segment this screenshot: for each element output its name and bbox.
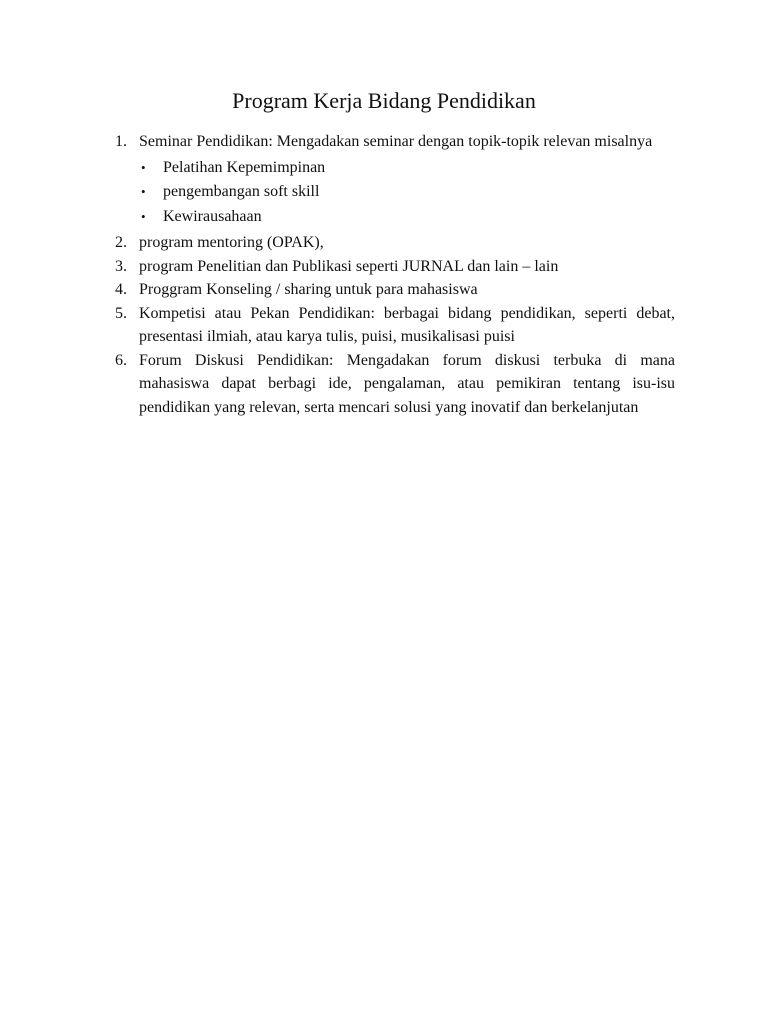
sub-item-text: Pelatihan Kepemimpinan bbox=[163, 158, 326, 176]
list-item-text: Proggram Konseling / sharing untuk para mahasiswa bbox=[139, 281, 478, 298]
sub-item-text: pengembangan soft skill bbox=[163, 183, 320, 200]
list-item-text: Kompetisi atau Pekan Pendidikan: berbagai bidang pendidikan, seperti debat, presentasi ilmiah, atau karya tulis, puisi, musikalisasi puisi bbox=[139, 304, 675, 345]
sub-list-item bbox=[139, 205, 675, 230]
list-number: 5. bbox=[115, 304, 127, 322]
list-item-2 bbox=[98, 231, 675, 255]
list-number: 3. bbox=[115, 257, 127, 275]
list-number: 4. bbox=[115, 281, 127, 298]
program-list bbox=[98, 130, 675, 419]
list-item-text: program mentoring (OPAK), bbox=[139, 234, 324, 251]
sub-list bbox=[139, 156, 675, 230]
sub-list-item bbox=[139, 156, 675, 181]
sub-item-text: Kewirausahaan bbox=[163, 207, 262, 225]
list-item-6 bbox=[98, 349, 675, 420]
bullet-icon: • bbox=[141, 208, 146, 224]
list-item-text: Seminar Pendidikan: Mengadakan seminar dengan topik-topik relevan misalnya bbox=[139, 133, 653, 150]
list-item-text: Forum Diskusi Pendidikan: Mengadakan forum diskusi terbuka di mana mahasiswa dapat berbagi ide, pengalaman, atau pemikiran tentang isu-isu pendidikan yang relevan, serta mencari solusi yang inovatif dan berkelanjutan bbox=[139, 351, 675, 416]
list-number: 1. bbox=[115, 133, 127, 150]
list-number: 6. bbox=[115, 351, 127, 369]
sub-list-item bbox=[139, 180, 675, 205]
bullet-icon: • bbox=[141, 159, 146, 175]
document-title: Program Kerja Bidang Pendidikan bbox=[232, 88, 536, 113]
bullet-icon: • bbox=[141, 184, 146, 199]
list-item-text: program Penelitian dan Publikasi seperti JURNAL dan lain – lain bbox=[139, 257, 559, 275]
list-item-5 bbox=[98, 302, 675, 349]
list-item-1 bbox=[98, 130, 675, 229]
list-item-4 bbox=[98, 278, 675, 302]
list-number: 2. bbox=[115, 234, 127, 251]
list-item-3 bbox=[98, 255, 675, 279]
